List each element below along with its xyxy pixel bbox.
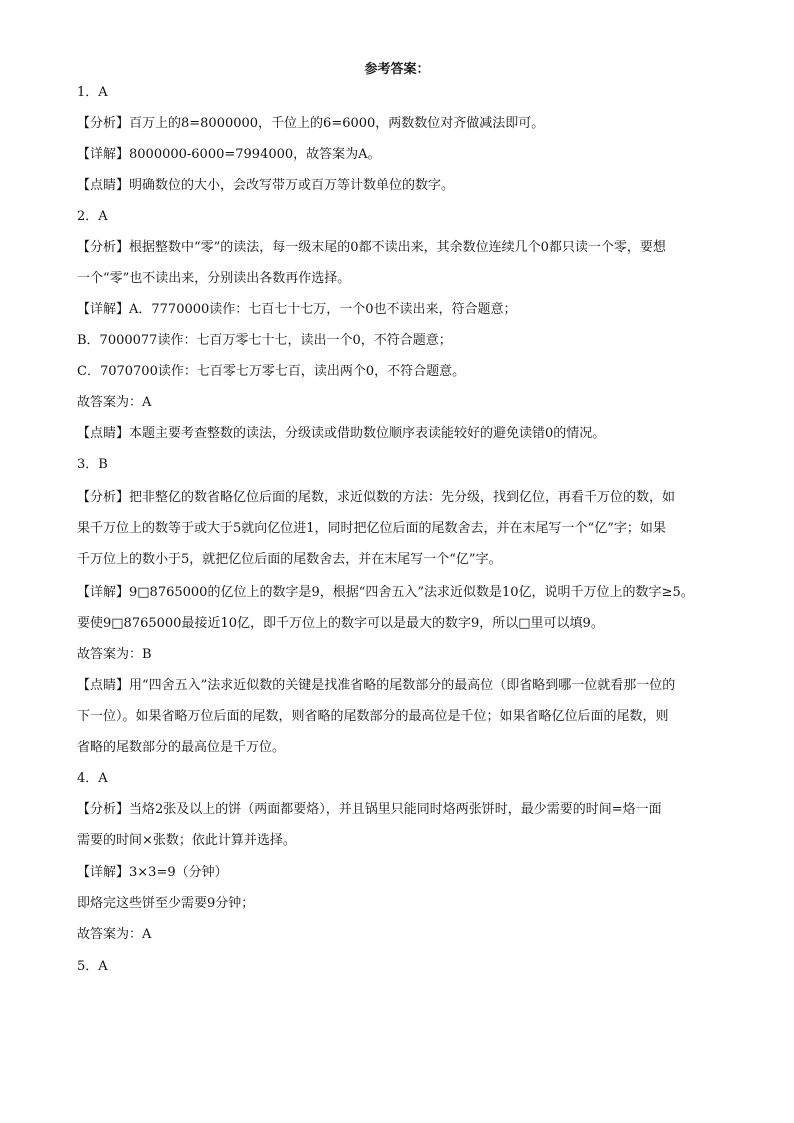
analysis-line: 需要的时间×张数；依此计算并选择。 bbox=[77, 833, 296, 848]
analysis-line: 一个“零”也不读出来，分别读出各数再作选择。 bbox=[77, 271, 351, 286]
answer-line: 故答案为：B bbox=[77, 647, 152, 662]
analysis-line: 千万位上的数小于5，就把亿位后面的尾数舍去，并在末尾写一个“亿”字。 bbox=[77, 552, 502, 567]
comment-line: 【点睛】本题主要考查整数的读法，分级读或借助数位顺序表读能较好的避免读错0的情况。 bbox=[77, 426, 606, 441]
answer-heading-5: 5．A bbox=[77, 959, 108, 974]
comment-line: 下一位）。如果省略万位后面的尾数，则省略的尾数部分的最高位是千位；如果省略亿位后面的尾数，则 bbox=[77, 709, 669, 724]
analysis-line: 【分析】当烙2张及以上的饼（两面都要烙），并且锅里只能同时烙两张饼时，最少需要的时间=烙一面 bbox=[77, 802, 662, 817]
detail-line: 要使9□8765000最接近10亿，即千万位上的数字可以是最大的数字9，所以□里可以填9。 bbox=[77, 616, 604, 631]
comment-line: 【点睛】明确数位的大小，会改写带万或百万等计数单位的数字。 bbox=[77, 178, 455, 193]
answer-heading-1: 1．A bbox=[77, 85, 108, 100]
detail-line: 【详解】8000000-6000=7994000，故答案为A。 bbox=[77, 147, 381, 162]
analysis-line: 【分析】根据整数中“零”的读法，每一级末尾的0都不读出来，其余数位连续几个0都只读一个零，要想 bbox=[77, 240, 666, 255]
analysis-line: 【分析】把非整亿的数省略亿位后面的尾数，求近似数的方法：先分级，找到亿位，再看千万位的数，如 bbox=[77, 490, 676, 505]
detail-line: 【详解】A．7770000读作：七百七十七万，一个0也不读出来，符合题意； bbox=[77, 302, 517, 317]
analysis-line: 【分析】百万上的8=8000000，千位上的6=6000，两数数位对齐做减法即可。 bbox=[77, 116, 545, 131]
detail-line: 即烙完这些饼至少需要9分钟； bbox=[77, 896, 255, 911]
detail-line: 【详解】9□8765000的亿位上的数字是9，根据“四舍五入”法求近似数是10亿，说明千万位上的数字≥5。 bbox=[77, 585, 694, 600]
analysis-line: 果千万位上的数等于或大于5就向亿位进1，同时把亿位后面的尾数舍去，并在末尾写一个“亿”字；如果 bbox=[77, 521, 666, 536]
comment-line: 省略的尾数部分的最高位是千万位。 bbox=[77, 740, 286, 755]
answer-line: 故答案为：A bbox=[77, 927, 152, 942]
comment-line: 【点睛】用“四舍五入”法求近似数的关键是找准省略的尾数部分的最高位（即省略到哪一位就看那一位的 bbox=[77, 678, 676, 693]
answer-heading-2: 2．A bbox=[77, 209, 108, 224]
page-title: 参考答案： bbox=[364, 62, 430, 77]
answer-heading-4: 4．A bbox=[77, 771, 108, 786]
answer-line: 故答案为：A bbox=[77, 395, 152, 410]
answer-heading-3: 3．B bbox=[77, 457, 108, 472]
detail-line: 【详解】3×3=9（分钟） bbox=[77, 865, 228, 880]
detail-line: B．7000077读作：七百万零七十七，读出一个0，不符合题意； bbox=[77, 333, 452, 348]
detail-line: C．7070700读作：七百零七万零七百，读出两个0，不符合题意。 bbox=[77, 364, 466, 379]
